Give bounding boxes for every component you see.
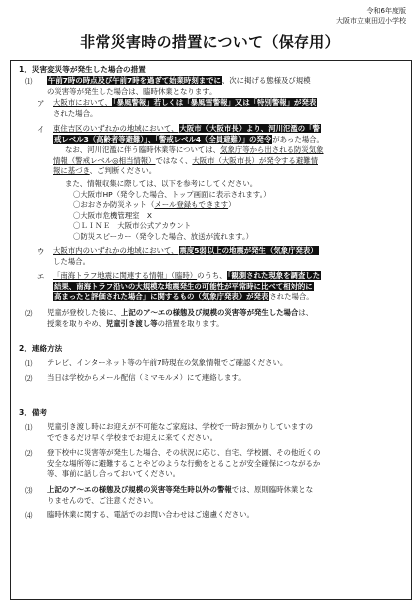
note-1-number: ⑴ [25,423,33,432]
document-header [336,6,406,26]
info-sources [65,179,271,243]
highlight-nankai: 「観測された現象を調査した [227,271,321,280]
edition-label: 令和6年度版 [366,7,406,15]
note-1-text: 児童引き渡し時にお迎えが不可能なご家庭は、学校で一時お預かりしていますの でできるだけ早く学校までお迎えに来てください。 [47,422,314,442]
highlight-river-flood: 大阪市（大阪市長）より、河川氾濫の「警 [179,124,320,133]
contact-1-number: ⑴ [25,359,33,368]
item-2-number: ⑵ [25,309,33,318]
school-name: 大阪市立東田辺小学校 [336,17,406,25]
info-crisis-x: 〇大阪市危機管理室 X [73,210,152,220]
note-4-text: 臨時休業に関する、電話でのお問い合わせはご遠慮ください。 [47,510,254,519]
info-speaker: 〇防災スピーカー（発令した場合、放送が流れます。） [73,231,254,241]
contact-2-text: 当日は学校からメール配信（ミマモルメ）にて連絡します。 [47,373,246,382]
note-4-number: ⑷ [25,511,33,520]
page-title: 非常災害時の措置について（保存用） [80,33,340,51]
item-u-label: ウ [37,247,45,256]
content-frame [10,60,412,600]
note-2-number: ⑵ [25,449,33,458]
item-i-label: イ [37,125,45,134]
item-a-label: ア [37,99,45,108]
highlight-earthquake: 震度5弱以上の地震が発生（気象庁発表） [179,246,318,255]
item-1-text: 午前7時の時点及び午前7時を過ぎて始業時刻までに、次に掲げる態様及び規模 の災害等が発生した場合は、臨時休業となります。 [47,76,311,96]
info-osaka-hp: 〇大阪市HP（発令した場合、トップ画面に表示されます。） [73,189,271,199]
section-1-heading: 1．災害変災等が発生した場合の措置 [19,65,146,74]
item-i-text: 東住吉区のいずれかの地域において、大阪市（大阪市長）より、河川氾濫の「警 戒レベル3（高齢者等避難）」、「警戒レベル4（全員避難）」の発令があった場合。 なお、河川氾濫に伴う臨時休業等については、気象庁等から出される防災気象 情報（警戒レベル◎相当情報）ではなく、大阪市（大阪市長）が発令する避難情 報に基づき、ご判断ください。 [53,124,324,176]
contact-2-number: ⑵ [25,374,33,383]
info-bousai-net: 〇おおさか防災ネット（メール登録もできます） [73,200,236,210]
item-e-text: 「南海トラフ地震に関連する情報」（臨時）のうち、「観測された現象を調査した 結果、南海トラフ沿いの大規模な地震発生の可能性が平常時に比べて相対的に 高まったと評価された場合」に関するもの（気象庁発表）が発表された場合。 [53,271,321,302]
highlight-storm-warning: 「暴風警報」若しくは「暴風雪警報」又は「特別警報」が発表 [112,98,317,107]
item-a-text: 大阪市において、「暴風警報」若しくは「暴風雪警報」又は「特別警報」が発表 された場合。 [53,98,317,118]
section-3-heading: 3．備考 [19,408,48,417]
section-2-heading: 2．連絡方法 [19,344,63,353]
item-1-number: ⑴ [25,77,33,86]
item-2-text: 児童が登校した後に、上記のア〜エの様態及び規模の災害等が発生した場合は、 授業を取りやめ、児童引き渡し等の措置を取ります。 [47,308,314,328]
note-3-number: ⑶ [25,486,33,495]
note-2-text: 登下校中に災害等が発生した場合、その状況に応じ、自宅、学校園、その他近くの 安全な場所等に避難することやどのような行動をとることが安全確保につながるか 等、事前に話し合っておいてください。 [47,448,321,479]
highlight-morning-7: 午前7時の時点及び午前7時を過ぎて始業時刻までに [48,76,221,85]
info-line: 〇ＬＩＮＥ 大阪市公式アカウント [73,221,192,231]
note-3-text: 上記のア〜エの様態及び規模の災害等発生時以外の警報では、原則臨時休業とな りませんので、ご注意ください。 [47,485,314,505]
contact-1-text: テレビ、インターネット等の午前7時現在の気象情報でご確認ください。 [47,358,288,367]
info-intro: また、情報収集に際しては、以下を参考にしてください。 [65,179,258,188]
item-e-label: エ [37,272,45,281]
item-u-text: 大阪市内のいずれかの地域において、震度5弱以上の地震が発生（気象庁発表） した場合。 [53,246,318,266]
